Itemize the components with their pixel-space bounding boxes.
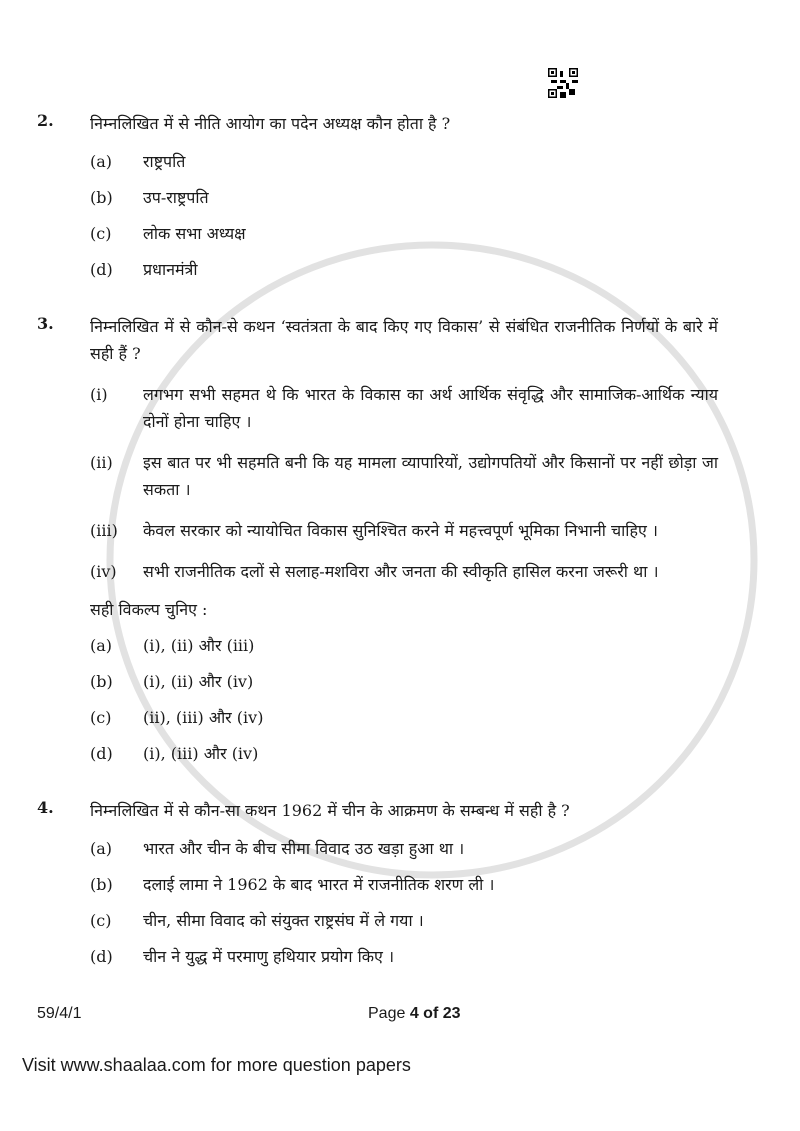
question-body bbox=[90, 110, 718, 281]
statement-label: (iv) bbox=[90, 562, 117, 581]
question bbox=[37, 797, 718, 968]
option-label: (b) bbox=[90, 875, 113, 894]
option-label: (d) bbox=[90, 947, 113, 966]
statement-label: (iii) bbox=[90, 521, 118, 540]
option-text: राष्ट्रपति bbox=[143, 152, 186, 171]
option-label: (a) bbox=[90, 839, 113, 858]
page-total: 23 bbox=[442, 1005, 461, 1022]
statement-label: (i) bbox=[90, 385, 108, 404]
question bbox=[37, 110, 718, 281]
question-body bbox=[90, 797, 718, 968]
shaalaa-banner: Visit www.shaalaa.com for more question papers bbox=[22, 1055, 411, 1075]
question-text: निम्नलिखित में से नीति आयोग का पदेन अध्यक्ष कौन होता है ? bbox=[90, 114, 451, 133]
page-number bbox=[368, 1004, 461, 1024]
statement bbox=[90, 558, 718, 585]
question-text: निम्नलिखित में से कौन-सा कथन 1962 में चीन के आक्रमण के सम्बन्ध में सही है ? bbox=[90, 801, 570, 820]
option bbox=[90, 187, 718, 209]
question-body bbox=[90, 313, 718, 765]
statement bbox=[90, 381, 718, 435]
option-label: (a) bbox=[90, 152, 113, 171]
statement-text: लगभग सभी सहमत थे कि भारत के विकास का अर्थ आर्थिक संवृद्धि और सामाजिक-आर्थिक न्याय दोनों होना चाहिए । bbox=[143, 385, 718, 431]
option-text: प्रधानमंत्री bbox=[143, 260, 198, 279]
option-text: (i), (ii) और (iii) bbox=[143, 636, 255, 655]
option-text: दलाई लामा ने 1962 के बाद भारत में राजनीतिक शरण ली । bbox=[143, 875, 495, 894]
option-text: (i), (iii) और (iv) bbox=[143, 744, 259, 763]
option bbox=[90, 151, 718, 173]
statement-label: (ii) bbox=[90, 453, 113, 472]
option-label: (c) bbox=[90, 708, 112, 727]
paper-code: 59/4/1 bbox=[37, 1005, 82, 1022]
option-label: (c) bbox=[90, 911, 112, 930]
statement-text: सभी राजनीतिक दलों से सलाह-मशविरा और जनता की स्वीकृति हासिल करना जरूरी था । bbox=[143, 562, 659, 581]
question-text: निम्नलिखित में से कौन-से कथन ‘स्वतंत्रता के बाद किए गए विकास’ से संबंधित राजनीतिक निर्णयों के बारे में सही हैं ? bbox=[90, 317, 718, 363]
question bbox=[37, 313, 718, 765]
option bbox=[90, 910, 718, 932]
option-text: (i), (ii) और (iv) bbox=[143, 672, 254, 691]
option bbox=[90, 946, 718, 968]
page-current: 4 bbox=[409, 1005, 419, 1022]
page-of: of bbox=[418, 1005, 443, 1022]
option-label: (a) bbox=[90, 636, 113, 655]
page-footer bbox=[37, 1004, 718, 1024]
option bbox=[90, 707, 718, 729]
option-text: भारत और चीन के बीच सीमा विवाद उठ खड़ा हुआ था । bbox=[143, 839, 465, 858]
question-number: 4. bbox=[37, 798, 54, 817]
statement bbox=[90, 517, 718, 544]
page-prefix: Page bbox=[368, 1005, 410, 1022]
option bbox=[90, 223, 718, 245]
option-text: (ii), (iii) और (iv) bbox=[143, 708, 264, 727]
option-text: लोक सभा अध्यक्ष bbox=[143, 224, 246, 243]
option bbox=[90, 671, 718, 693]
option bbox=[90, 874, 718, 896]
question-number: 3. bbox=[37, 314, 54, 333]
question-number: 2. bbox=[37, 111, 54, 130]
statement bbox=[90, 449, 718, 503]
option-label: (b) bbox=[90, 672, 113, 691]
statement-text: इस बात पर भी सहमति बनी कि यह मामला व्यापारियों, उद्योगपतियों और किसानों पर नहीं छोड़ा जा सकता । bbox=[143, 453, 718, 499]
option-label: (c) bbox=[90, 224, 112, 243]
option-label: (b) bbox=[90, 188, 113, 207]
option bbox=[90, 838, 718, 860]
option-label: (d) bbox=[90, 744, 113, 763]
option bbox=[90, 259, 718, 281]
option-label: (d) bbox=[90, 260, 113, 279]
option bbox=[90, 635, 718, 657]
option bbox=[90, 743, 718, 765]
option-text: उप-राष्ट्रपति bbox=[143, 188, 209, 207]
option-text: चीन ने युद्ध में परमाणु हथियार प्रयोग किए । bbox=[143, 947, 395, 966]
choose-instruction: सही विकल्प चुनिए : bbox=[90, 600, 208, 619]
statement-text: केवल सरकार को न्यायोचित विकास सुनिश्चित करने में महत्त्वपूर्ण भूमिका निभानी चाहिए । bbox=[143, 521, 658, 540]
option-text: चीन, सीमा विवाद को संयुक्त राष्ट्रसंघ में ले गया । bbox=[143, 911, 424, 930]
